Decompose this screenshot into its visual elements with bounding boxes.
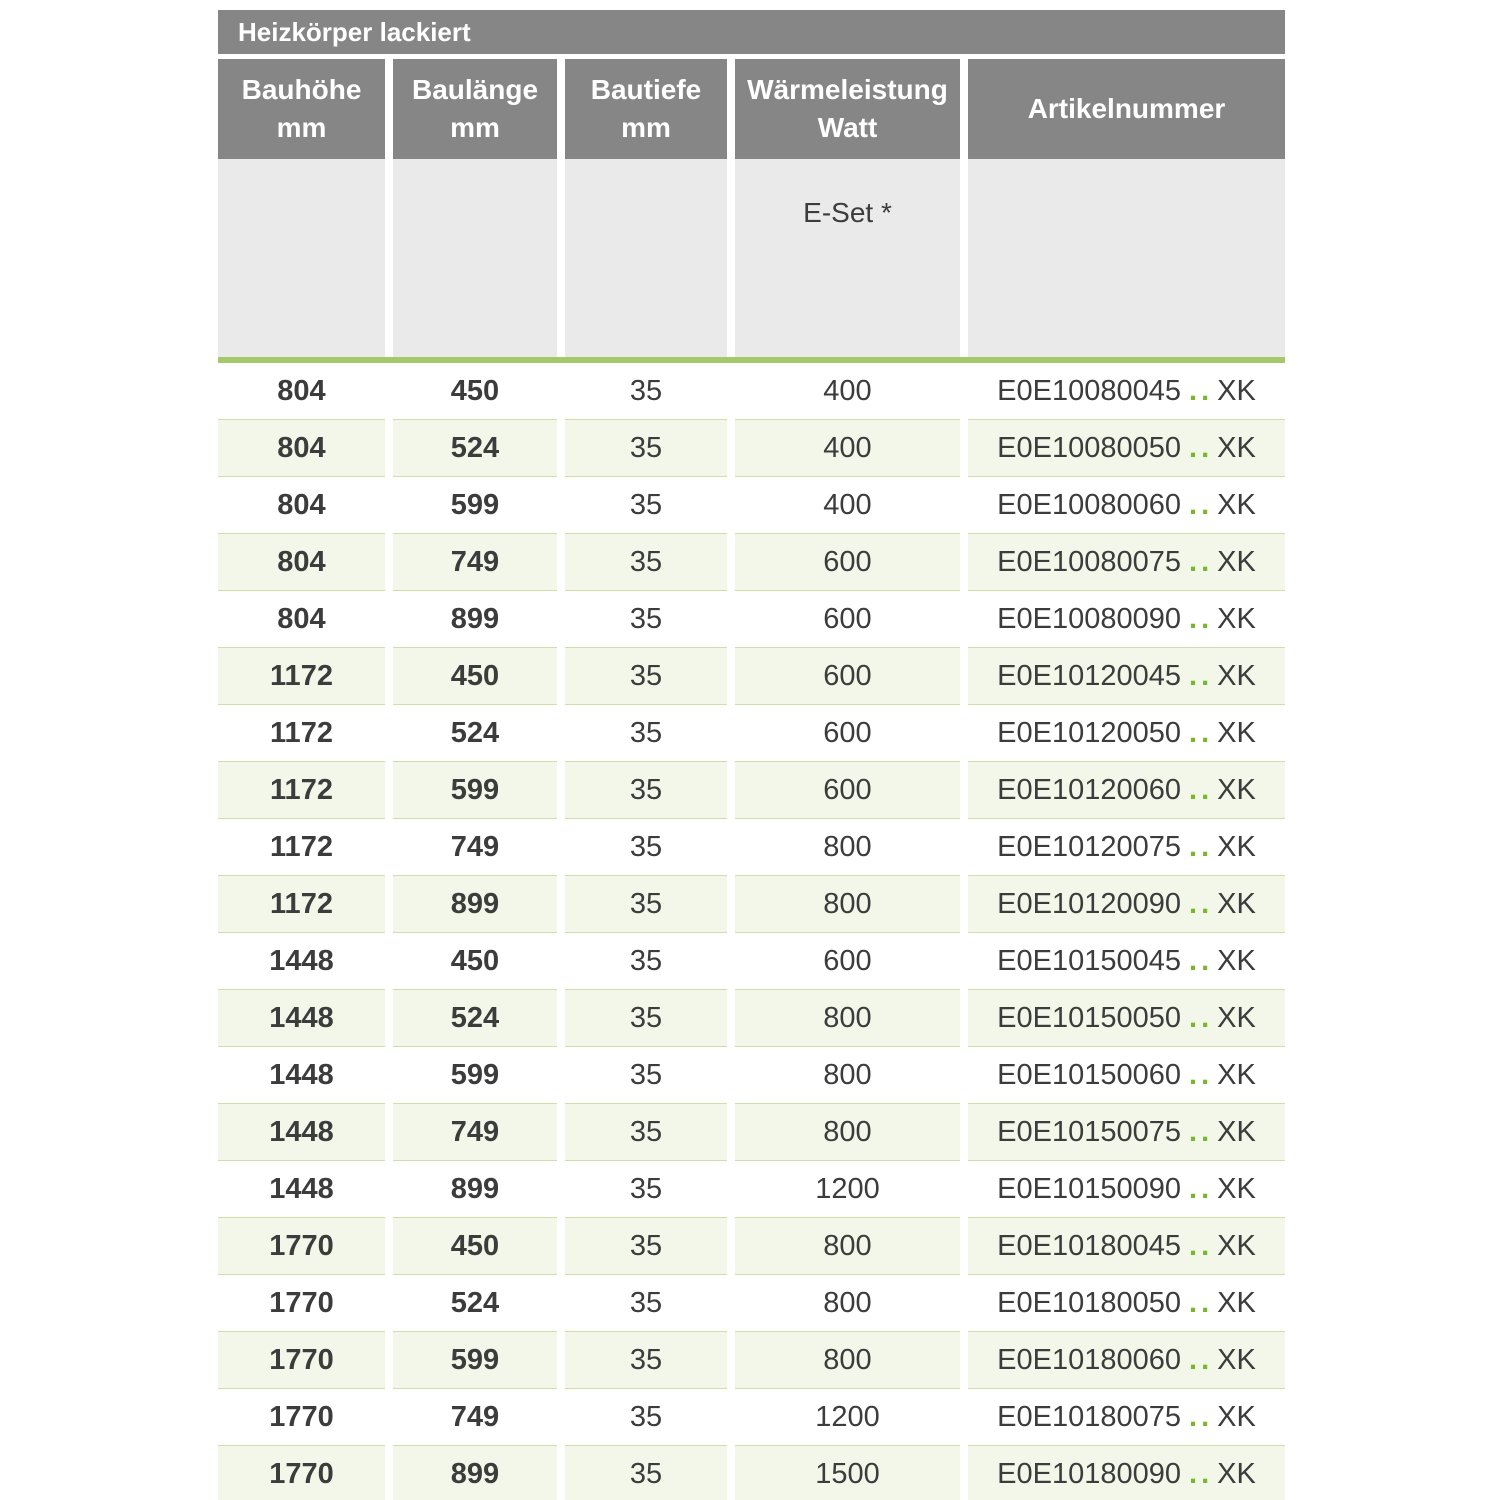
cell-artikelnummer bbox=[968, 648, 1285, 705]
artikel-suffix: XK bbox=[1217, 773, 1256, 806]
artikel-suffix: XK bbox=[1217, 1115, 1256, 1148]
cell-baulaenge: 599 bbox=[393, 477, 557, 534]
artikel-code: E0E10180045 bbox=[997, 1229, 1182, 1262]
cell-bauhoehe: 804 bbox=[218, 534, 385, 591]
cell-baulaenge: 524 bbox=[393, 705, 557, 762]
cell-artikelnummer bbox=[968, 420, 1285, 477]
cell-waermeleistung: 600 bbox=[735, 933, 960, 990]
subheader-cell-bautiefe bbox=[565, 159, 727, 357]
header-cell-bautiefe bbox=[565, 59, 727, 159]
cell-baulaenge: 899 bbox=[393, 591, 557, 648]
artikel-suffix: XK bbox=[1217, 716, 1256, 749]
artikel-suffix: XK bbox=[1217, 1172, 1256, 1205]
artikel-suffix: XK bbox=[1217, 830, 1256, 863]
table-row bbox=[218, 477, 1285, 534]
artikel-separator: .. bbox=[1189, 1286, 1214, 1319]
artikel-code: E0E10120075 bbox=[997, 830, 1182, 863]
cell-waermeleistung: 600 bbox=[735, 534, 960, 591]
cell-baulaenge: 749 bbox=[393, 534, 557, 591]
artikel-code: E0E10150060 bbox=[997, 1058, 1182, 1091]
artikel-separator: .. bbox=[1189, 488, 1214, 521]
header-unit: mm bbox=[450, 112, 500, 143]
cell-bauhoehe: 1770 bbox=[218, 1332, 385, 1389]
cell-bauhoehe: 1770 bbox=[218, 1275, 385, 1332]
subheader-cell-bauhoehe bbox=[218, 159, 385, 357]
artikel-suffix: XK bbox=[1217, 659, 1256, 692]
cell-baulaenge: 599 bbox=[393, 1332, 557, 1389]
table-body bbox=[218, 363, 1285, 1500]
header-label: Baulänge bbox=[411, 74, 539, 106]
cell-waermeleistung: 800 bbox=[735, 876, 960, 933]
cell-bautiefe: 35 bbox=[565, 933, 727, 990]
artikel-suffix: XK bbox=[1217, 1286, 1256, 1319]
artikel-separator: .. bbox=[1189, 1001, 1214, 1034]
cell-artikelnummer bbox=[968, 1446, 1285, 1500]
cell-bautiefe: 35 bbox=[565, 990, 727, 1047]
artikel-suffix: XK bbox=[1217, 602, 1256, 635]
cell-waermeleistung: 600 bbox=[735, 648, 960, 705]
artikel-suffix: XK bbox=[1217, 887, 1256, 920]
cell-bauhoehe: 1448 bbox=[218, 1161, 385, 1218]
artikel-separator: .. bbox=[1189, 545, 1214, 578]
artikel-suffix: XK bbox=[1217, 488, 1256, 521]
artikel-separator: .. bbox=[1189, 602, 1214, 635]
table-row bbox=[218, 1275, 1285, 1332]
header-cell-baulaenge bbox=[393, 59, 557, 159]
cell-bautiefe: 35 bbox=[565, 477, 727, 534]
header-unit: Watt bbox=[817, 112, 878, 143]
cell-bauhoehe: 1172 bbox=[218, 819, 385, 876]
header-cell-waermeleistung bbox=[735, 59, 960, 159]
cell-artikelnummer bbox=[968, 1104, 1285, 1161]
cell-artikelnummer bbox=[968, 933, 1285, 990]
artikel-suffix: XK bbox=[1217, 374, 1256, 407]
cell-bauhoehe: 1448 bbox=[218, 990, 385, 1047]
cell-artikelnummer bbox=[968, 819, 1285, 876]
cell-waermeleistung: 600 bbox=[735, 591, 960, 648]
cell-artikelnummer bbox=[968, 990, 1285, 1047]
header-label: Wärmeleistung bbox=[747, 74, 948, 106]
cell-baulaenge: 749 bbox=[393, 1104, 557, 1161]
cell-bauhoehe: 1172 bbox=[218, 762, 385, 819]
cell-artikelnummer bbox=[968, 1275, 1285, 1332]
cell-bautiefe: 35 bbox=[565, 591, 727, 648]
cell-bauhoehe: 804 bbox=[218, 477, 385, 534]
cell-baulaenge: 524 bbox=[393, 990, 557, 1047]
artikel-separator: .. bbox=[1189, 1400, 1214, 1433]
header-label: Artikelnummer bbox=[1027, 93, 1226, 125]
header-cell-artikelnummer bbox=[968, 59, 1285, 159]
table-title: Heizkörper lackiert bbox=[218, 10, 1285, 54]
table-row bbox=[218, 648, 1285, 705]
header-label: Bautiefe bbox=[590, 74, 702, 106]
cell-artikelnummer bbox=[968, 1161, 1285, 1218]
cell-baulaenge: 450 bbox=[393, 933, 557, 990]
cell-waermeleistung: 1200 bbox=[735, 1161, 960, 1218]
artikel-separator: .. bbox=[1189, 1229, 1214, 1262]
cell-waermeleistung: 400 bbox=[735, 420, 960, 477]
cell-artikelnummer bbox=[968, 534, 1285, 591]
artikel-separator: .. bbox=[1189, 944, 1214, 977]
cell-artikelnummer bbox=[968, 1389, 1285, 1446]
cell-artikelnummer bbox=[968, 1218, 1285, 1275]
cell-bautiefe: 35 bbox=[565, 705, 727, 762]
artikel-separator: .. bbox=[1189, 887, 1214, 920]
cell-bauhoehe: 1448 bbox=[218, 1104, 385, 1161]
cell-bautiefe: 35 bbox=[565, 1446, 727, 1500]
artikel-code: E0E10080090 bbox=[997, 602, 1182, 635]
cell-bautiefe: 35 bbox=[565, 819, 727, 876]
cell-artikelnummer bbox=[968, 591, 1285, 648]
cell-bauhoehe: 1172 bbox=[218, 705, 385, 762]
table-row bbox=[218, 876, 1285, 933]
cell-artikelnummer bbox=[968, 1047, 1285, 1104]
artikel-suffix: XK bbox=[1217, 1229, 1256, 1262]
table-row bbox=[218, 762, 1285, 819]
artikel-code: E0E10080075 bbox=[997, 545, 1182, 578]
cell-bautiefe: 35 bbox=[565, 1332, 727, 1389]
cell-waermeleistung: 800 bbox=[735, 1218, 960, 1275]
table-subheader-row bbox=[218, 159, 1285, 357]
cell-bautiefe: 35 bbox=[565, 420, 727, 477]
cell-baulaenge: 749 bbox=[393, 819, 557, 876]
table-row bbox=[218, 591, 1285, 648]
header-label: Bauhöhe bbox=[241, 74, 362, 106]
cell-bautiefe: 35 bbox=[565, 534, 727, 591]
cell-waermeleistung: 600 bbox=[735, 705, 960, 762]
table-row bbox=[218, 1161, 1285, 1218]
cell-waermeleistung: 800 bbox=[735, 1332, 960, 1389]
table-row bbox=[218, 1332, 1285, 1389]
cell-bauhoehe: 1770 bbox=[218, 1218, 385, 1275]
artikel-suffix: XK bbox=[1217, 1001, 1256, 1034]
cell-waermeleistung: 400 bbox=[735, 477, 960, 534]
cell-baulaenge: 899 bbox=[393, 1161, 557, 1218]
table-row bbox=[218, 534, 1285, 591]
cell-bautiefe: 35 bbox=[565, 1047, 727, 1104]
table-row bbox=[218, 420, 1285, 477]
table-row bbox=[218, 1389, 1285, 1446]
header-unit: mm bbox=[276, 112, 327, 143]
artikel-separator: .. bbox=[1189, 1115, 1214, 1148]
cell-bauhoehe: 1448 bbox=[218, 933, 385, 990]
artikel-code: E0E10120045 bbox=[997, 659, 1182, 692]
table-row bbox=[218, 933, 1285, 990]
artikel-separator: .. bbox=[1189, 659, 1214, 692]
table-row bbox=[218, 1446, 1285, 1500]
artikel-code: E0E10180075 bbox=[997, 1400, 1182, 1433]
cell-waermeleistung: 1500 bbox=[735, 1446, 960, 1500]
cell-bautiefe: 35 bbox=[565, 1389, 727, 1446]
artikel-code: E0E10150045 bbox=[997, 944, 1182, 977]
table-row bbox=[218, 990, 1285, 1047]
cell-waermeleistung: 800 bbox=[735, 819, 960, 876]
artikel-code: E0E10150050 bbox=[997, 1001, 1182, 1034]
table-row bbox=[218, 1218, 1285, 1275]
cell-baulaenge: 599 bbox=[393, 762, 557, 819]
artikel-suffix: XK bbox=[1217, 1400, 1256, 1433]
cell-baulaenge: 599 bbox=[393, 1047, 557, 1104]
header-cell-bauhoehe bbox=[218, 59, 385, 159]
table-row bbox=[218, 363, 1285, 420]
cell-bauhoehe: 1172 bbox=[218, 876, 385, 933]
cell-waermeleistung: 600 bbox=[735, 762, 960, 819]
artikel-separator: .. bbox=[1189, 374, 1214, 407]
artikel-separator: .. bbox=[1189, 1457, 1214, 1490]
cell-bautiefe: 35 bbox=[565, 1218, 727, 1275]
artikel-suffix: XK bbox=[1217, 545, 1256, 578]
cell-baulaenge: 899 bbox=[393, 1446, 557, 1500]
artikel-code: E0E10150075 bbox=[997, 1115, 1182, 1148]
cell-baulaenge: 899 bbox=[393, 876, 557, 933]
cell-waermeleistung: 800 bbox=[735, 1275, 960, 1332]
artikel-separator: .. bbox=[1189, 431, 1214, 464]
cell-baulaenge: 450 bbox=[393, 648, 557, 705]
artikel-code: E0E10080045 bbox=[997, 374, 1182, 407]
artikel-suffix: XK bbox=[1217, 1457, 1256, 1490]
cell-bauhoehe: 804 bbox=[218, 420, 385, 477]
cell-bauhoehe: 1172 bbox=[218, 648, 385, 705]
cell-waermeleistung: 800 bbox=[735, 1047, 960, 1104]
cell-bauhoehe: 804 bbox=[218, 591, 385, 648]
cell-bautiefe: 35 bbox=[565, 1104, 727, 1161]
artikel-separator: .. bbox=[1189, 773, 1214, 806]
artikel-code: E0E10120050 bbox=[997, 716, 1182, 749]
artikel-separator: .. bbox=[1189, 1343, 1214, 1376]
cell-baulaenge: 450 bbox=[393, 363, 557, 420]
cell-bautiefe: 35 bbox=[565, 876, 727, 933]
artikel-code: E0E10150090 bbox=[997, 1172, 1182, 1205]
cell-waermeleistung: 1200 bbox=[735, 1389, 960, 1446]
cell-baulaenge: 524 bbox=[393, 1275, 557, 1332]
artikel-code: E0E10120060 bbox=[997, 773, 1182, 806]
artikel-code: E0E10080050 bbox=[997, 431, 1182, 464]
cell-bauhoehe: 1770 bbox=[218, 1446, 385, 1500]
cell-waermeleistung: 800 bbox=[735, 1104, 960, 1161]
cell-artikelnummer bbox=[968, 1332, 1285, 1389]
cell-bautiefe: 35 bbox=[565, 648, 727, 705]
artikel-suffix: XK bbox=[1217, 944, 1256, 977]
cell-bauhoehe: 804 bbox=[218, 363, 385, 420]
product-table bbox=[218, 10, 1285, 1500]
artikel-separator: .. bbox=[1189, 830, 1214, 863]
subheader-cell-baulaenge bbox=[393, 159, 557, 357]
artikel-code: E0E10180050 bbox=[997, 1286, 1182, 1319]
subheader-cell-artikelnummer bbox=[968, 159, 1285, 357]
cell-waermeleistung: 800 bbox=[735, 990, 960, 1047]
artikel-suffix: XK bbox=[1217, 1343, 1256, 1376]
cell-artikelnummer bbox=[968, 762, 1285, 819]
table-row bbox=[218, 1104, 1285, 1161]
artikel-code: E0E10080060 bbox=[997, 488, 1182, 521]
table-row bbox=[218, 819, 1285, 876]
artikel-code: E0E10180090 bbox=[997, 1457, 1182, 1490]
table-row bbox=[218, 1047, 1285, 1104]
artikel-code: E0E10120090 bbox=[997, 887, 1182, 920]
table-header-row bbox=[218, 59, 1285, 159]
cell-bauhoehe: 1448 bbox=[218, 1047, 385, 1104]
table-row bbox=[218, 705, 1285, 762]
cell-bautiefe: 35 bbox=[565, 1161, 727, 1218]
cell-bautiefe: 35 bbox=[565, 1275, 727, 1332]
artikel-separator: .. bbox=[1189, 1172, 1214, 1205]
artikel-code: E0E10180060 bbox=[997, 1343, 1182, 1376]
cell-bauhoehe: 1770 bbox=[218, 1389, 385, 1446]
cell-artikelnummer bbox=[968, 363, 1285, 420]
header-unit: mm bbox=[621, 112, 671, 143]
cell-artikelnummer bbox=[968, 876, 1285, 933]
artikel-separator: .. bbox=[1189, 716, 1214, 749]
artikel-suffix: XK bbox=[1217, 1058, 1256, 1091]
cell-bautiefe: 35 bbox=[565, 363, 727, 420]
cell-artikelnummer bbox=[968, 477, 1285, 534]
artikel-separator: .. bbox=[1189, 1058, 1214, 1091]
artikel-suffix: XK bbox=[1217, 431, 1256, 464]
cell-artikelnummer bbox=[968, 705, 1285, 762]
subheader-cell-eset bbox=[735, 159, 960, 357]
cell-waermeleistung: 400 bbox=[735, 363, 960, 420]
cell-bautiefe: 35 bbox=[565, 762, 727, 819]
cell-baulaenge: 749 bbox=[393, 1389, 557, 1446]
cell-baulaenge: 524 bbox=[393, 420, 557, 477]
eset-label: E-Set * bbox=[803, 197, 892, 228]
cell-baulaenge: 450 bbox=[393, 1218, 557, 1275]
